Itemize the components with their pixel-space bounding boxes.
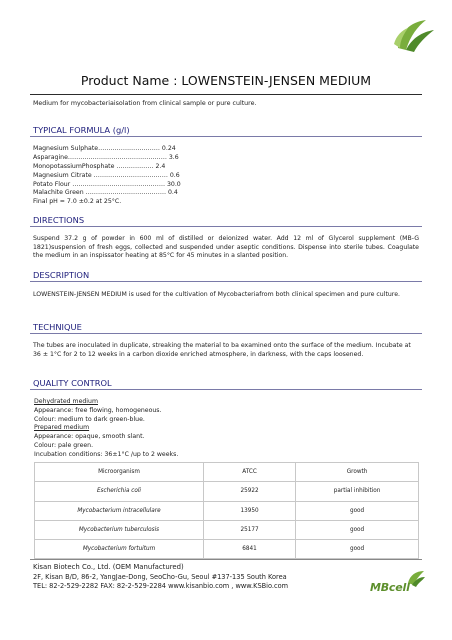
section-heading-formula: TYPICAL FORMULA (g/l)	[33, 125, 130, 135]
table-row	[35, 520, 419, 539]
table-cell-organism: Mycobacterium tuberculosis	[35, 520, 204, 539]
formula-list	[30, 145, 422, 207]
table-cell-atcc: 25922	[203, 482, 295, 501]
description-text: LOWENSTEIN-JENSEN MEDIUM is used for the cultivation of Mycobacteriafrom both clinical specimen and pure culture.	[33, 291, 400, 298]
table-header-atcc: ATCC	[203, 463, 295, 482]
title-divider	[30, 94, 422, 95]
directions-text: Suspend 37.2 g of powder in 600 ml of distilled or deionized water. Add 12 ml of Glycerol supplement (MB-G 1821)suspension of fresh eggs, collected and suspended under aseptic conditions. Dispense into sterile tubes. Coagulate the medium in an inspissator heating at 85°C for 45 minutes in a slanted position.	[33, 235, 419, 260]
section-heading-quality-control: QUALITY CONTROL	[33, 378, 112, 388]
footer-address: 2F, Kisan B/D, 86-2, YangJae-Dong, SeoCho-Gu, Seoul #137-135 South Korea	[33, 572, 287, 581]
table-cell-growth: good	[296, 540, 419, 559]
footer-company: Kisan Biotech Co., Ltd. (OEM Manufactured)	[33, 563, 184, 571]
section-quality-control	[30, 377, 422, 460]
mbcell-logo-mark-icon	[388, 14, 438, 54]
table-row	[35, 482, 419, 501]
section-divider	[30, 281, 422, 282]
footer-divider	[30, 559, 422, 560]
table-cell-atcc: 25177	[203, 520, 295, 539]
section-heading-directions: DIRECTIONS	[33, 215, 85, 225]
formula-item: Magnesium Citrate ……………………………… 0.6	[33, 171, 180, 179]
table-header-microorganism: Microorganism	[35, 463, 204, 482]
qc-dehydrated-colour: Colour: medium to dark green-blue.	[34, 415, 145, 423]
table-cell-growth: good	[296, 501, 419, 520]
page-title: Product Name : LOWENSTEIN-JENSEN MEDIUM	[80, 73, 372, 88]
section-technique	[30, 321, 422, 359]
qc-dehydrated-label: Dehydrated medium	[34, 398, 98, 405]
formula-item: Potato Flour ……………………………………… 30.0	[33, 180, 181, 188]
section-description	[30, 269, 422, 300]
table-header-growth: Growth	[296, 463, 419, 482]
table-row	[35, 540, 419, 559]
qc-prepared-colour: Colour: pale green.	[34, 441, 94, 449]
section-heading-description: DESCRIPTION	[33, 270, 90, 280]
qc-prepared-label: Prepared medium	[34, 424, 90, 432]
table-header-row	[35, 463, 419, 482]
table-cell-growth: good	[296, 520, 419, 539]
section-divider	[30, 226, 422, 227]
footer	[33, 563, 288, 592]
qc-prepared-appearance: Appearance: opaque, smooth slant.	[34, 433, 145, 441]
formula-item: Malachite Green ………………………………… 0.4	[33, 189, 178, 197]
table-cell-organism: Escherichia coli	[35, 482, 204, 501]
formula-item: Magnesium Sulphate………………………… 0.24	[33, 145, 176, 152]
table-cell-atcc: 6841	[203, 540, 295, 559]
table-cell-atcc: 13950	[203, 501, 295, 520]
section-heading-technique: TECHNIQUE	[33, 322, 82, 332]
section-divider	[30, 136, 422, 137]
table-cell-growth: partial inhibition	[296, 482, 419, 501]
section-directions	[30, 214, 422, 261]
qc-incubation: Incubation conditions: 36±1°C /up to 2 weeks.	[34, 450, 179, 458]
section-divider	[30, 333, 422, 334]
formula-ph: Final pH = 7.0 ±0.2 at 25°C.	[33, 198, 122, 206]
section-typical-formula	[30, 124, 422, 207]
table-cell-organism: Mycobacterium intracellulare	[35, 501, 204, 520]
mbcell-logo-text: MBcell	[370, 581, 410, 594]
footer-contact: TEL: 82-2-529-2282 FAX: 82-2-529-2284 www.kisanbio.com , www.KSBio.com	[33, 582, 289, 591]
table-row	[35, 501, 419, 520]
table-cell-organism: Mycobacterium fortuitum	[35, 540, 204, 559]
qc-dehydrated-appearance: Appearance: free flowing, homogeneous.	[34, 406, 162, 414]
formula-item: MonopotassiumPhosphate ……………… 2.4	[33, 162, 166, 170]
formula-item: Asparagine………………………………………… 3.6	[33, 153, 179, 161]
intro-text: Medium for mycobacteriaisolation from clinical sample or pure culture.	[33, 100, 257, 107]
technique-text: The tubes are inoculated in duplicate, streaking the material to ba examined onto the surface of the medium. Incubate at 36 ± 1°C for 2 to 12 weeks in a carbon dioxide enriched atmosphere, in darkness, with the caps loosened.	[33, 342, 411, 358]
qc-list	[30, 398, 422, 460]
quality-control-table	[34, 462, 419, 559]
section-divider	[30, 389, 422, 390]
